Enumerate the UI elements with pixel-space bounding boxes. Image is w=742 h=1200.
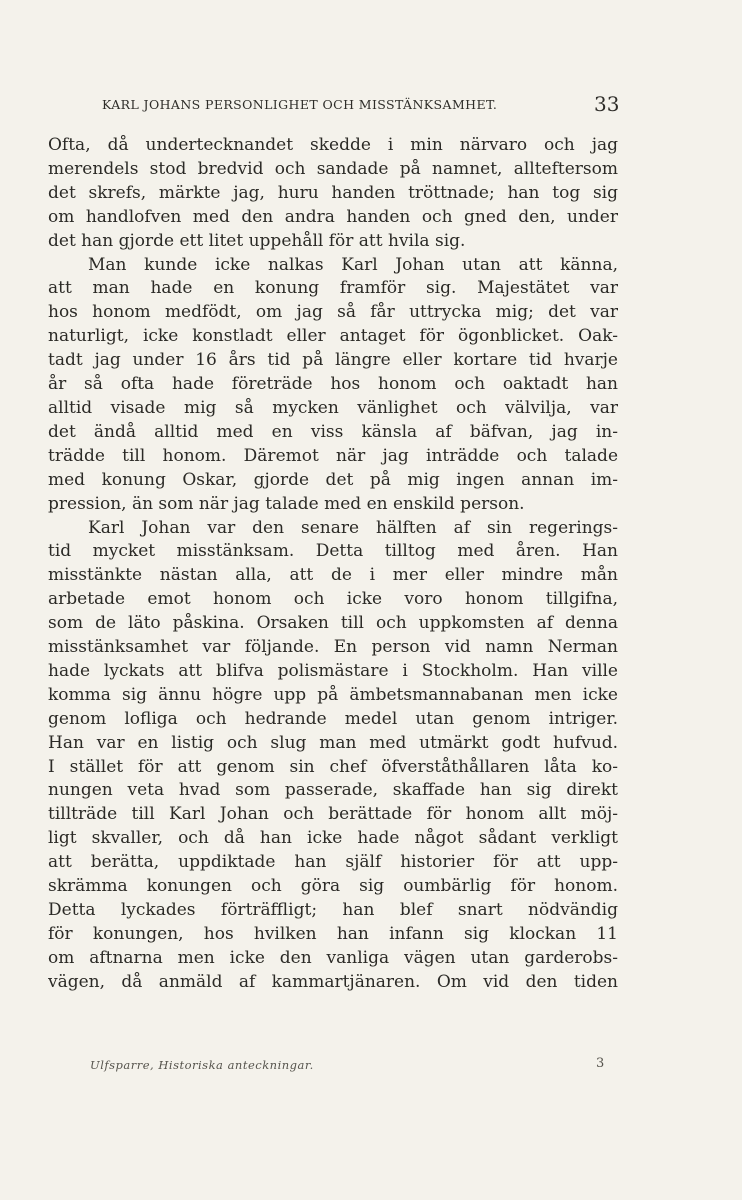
text-line: tillträde till Karl Johan och berättade för honom allt möj- (48, 804, 618, 825)
text-line: Karl Johan var den senare hälften af sin regerings- (88, 517, 618, 538)
text-line: vägen, då anmäld af kammartjänaren. Om vid den tiden (48, 971, 618, 992)
text-line: trädde till honom. Däremot när jag inträdde och talade (48, 445, 618, 466)
text-line: tadt jag under 16 års tid på längre eller kortare tid hvarje (48, 350, 618, 371)
text-line: Ofta, då undertecknandet skedde i min närvaro och jag (48, 135, 618, 155)
text-line: att man hade en konung framför sig. Majestätet var (48, 278, 618, 299)
text-line: med konung Oskar, gjorde det på mig ingen annan im- (48, 469, 618, 490)
text-line: om aftnarna men icke den vanliga vägen utan garderobs- (48, 947, 618, 968)
text-line: det han gjorde ett litet uppehåll för att hvila sig. (48, 230, 466, 251)
text-line: ligt skvaller, och då han icke hade något sådant verkligt (48, 828, 618, 849)
signature-mark: 3 (596, 1056, 605, 1071)
running-head: KARL JOHANS PERSONLIGHET OCH MISSTÄNKSAMHET. (102, 97, 498, 112)
text-line: för konungen, hos hvilken han infann sig klockan 11 (48, 923, 618, 944)
text-line: merendels stod bredvid och sandade på namnet, allteftersom (48, 158, 618, 179)
text-line: att berätta, uppdiktade han själf historier för att upp- (48, 852, 618, 873)
page-number: 33 (594, 92, 620, 116)
text-line: Man kunde icke nalkas Karl Johan utan att känna, (88, 254, 618, 275)
text-line: hos honom medfödt, om jag så får uttrycka mig; det var (48, 302, 618, 323)
text-line: tid mycket misstänksam. Detta tilltog med åren. Han (48, 541, 618, 562)
text-line: år så ofta hade företräde hos honom och oaktadt han (48, 374, 618, 395)
text-line: genom lofliga och hedrande medel utan genom intriger. (48, 708, 618, 729)
text-line: alltid visade mig så mycken vänlighet och välvilja, var (48, 397, 618, 418)
body-text (48, 134, 618, 995)
text-line: nungen veta hvad som passerade, skaffade han sig direkt (48, 780, 618, 801)
text-line: Detta lyckades förträffligt; han blef snart nödvändig (48, 900, 618, 920)
signature-footer: Ulfsparre, Historiska anteckningar. (90, 1058, 314, 1072)
text-line: arbetade emot honom och icke voro honom tillgifna, (48, 589, 618, 610)
text-line: som de läto påskina. Orsaken till och uppkomsten af denna (48, 613, 618, 634)
text-line: Han var en listig och slug man med utmärkt godt hufvud. (48, 732, 618, 753)
text-line: det ändå alltid med en viss känsla af bäfvan, jag in- (48, 421, 618, 442)
text-line: pression, än som när jag talade med en enskild person. (48, 493, 525, 514)
text-line: skrämma konungen och göra sig oumbärlig för honom. (48, 876, 618, 897)
text-line: om handlofven med den andra handen och gned den, under (48, 206, 618, 227)
text-line: komma sig ännu högre upp på ämbetsmannabanan men icke (48, 684, 618, 705)
text-line: naturligt, icke konstladt eller antaget för ögonblicket. Oak- (48, 326, 618, 347)
text-line: I stället för att genom sin chef öfverståthållaren låta ko- (48, 756, 618, 777)
text-line: det skrefs, märkte jag, huru handen tröttnade; han tog sig (48, 182, 618, 203)
text-line: hade lyckats att blifva polismästare i Stockholm. Han ville (48, 660, 618, 681)
text-line: misstänksamhet var följande. En person vid namn Nerman (48, 637, 618, 658)
text-line: misstänkte nästan alla, att de i mer eller mindre mån (48, 565, 618, 586)
